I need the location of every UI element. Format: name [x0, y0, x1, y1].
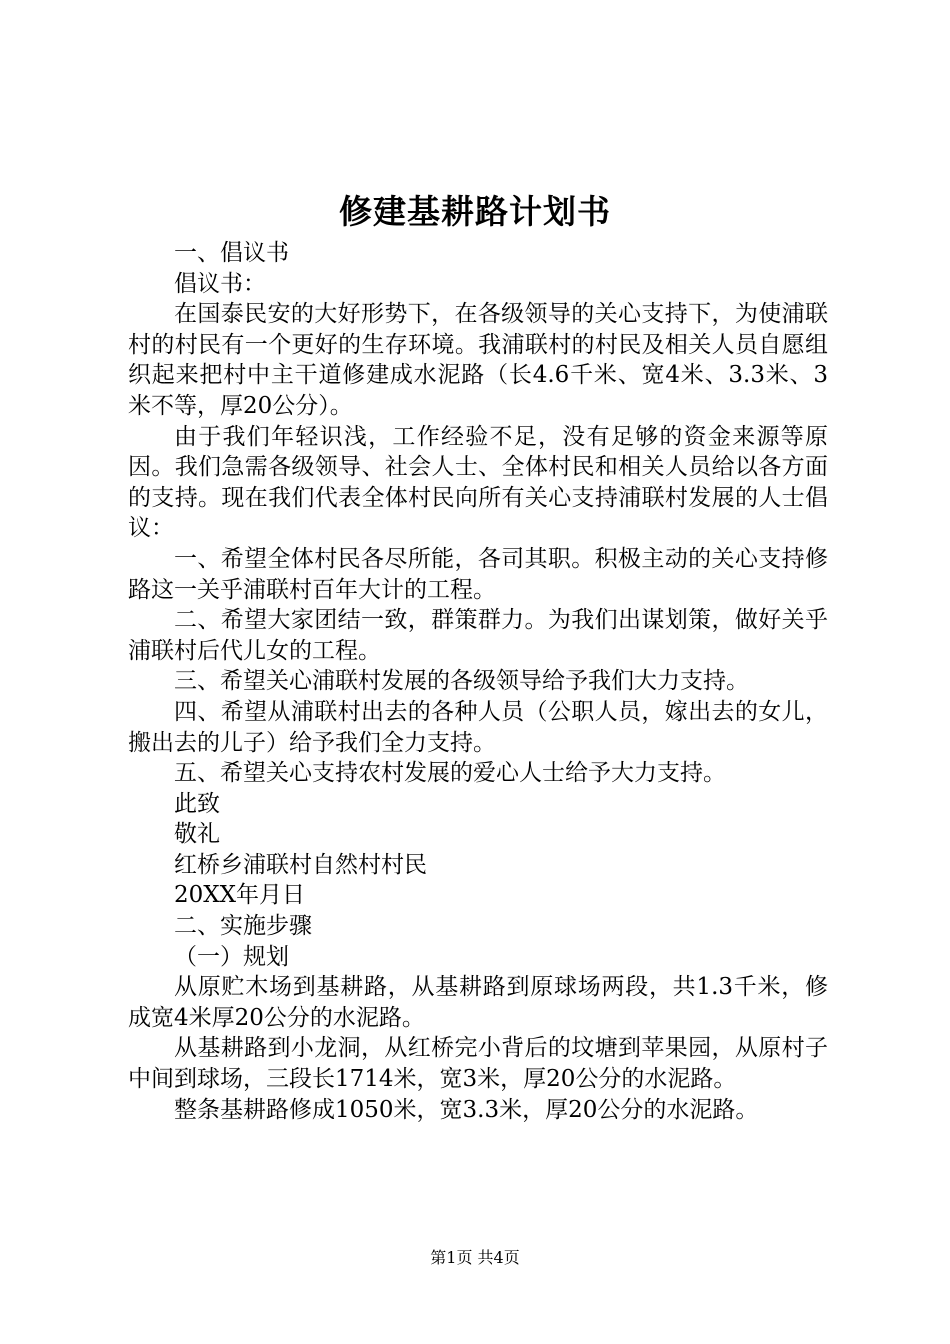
section-heading: 二、实施步骤: [174, 913, 312, 940]
proposal-heading: 倡议书：: [174, 270, 266, 297]
signature: 红桥乡浦联村自然村村民: [174, 851, 427, 878]
document-body: [128, 238, 828, 1125]
closing-line: 敬礼: [174, 821, 220, 848]
subsection-heading: （一）规划: [174, 943, 289, 970]
paragraph: 在国泰民安的大好形势下，在各级领导的关心支持下，为使浦联村的村民有一个更好的生存环境。我浦联村的村民及相关人员自愿组织起来把村中主干道修建成水泥路（长4.6千米、宽4米、3.3米、3米不等，厚20公分）。: [128, 301, 828, 419]
page-footer: 第1页 共4页: [430, 1248, 520, 1267]
proposal-item: 一、希望全体村民各尽所能，各司其职。积极主动的关心支持修路这一关乎浦联村百年大计的工程。: [128, 545, 828, 603]
proposal-item: 三、希望关心浦联村发展的各级领导给予我们大力支持。: [174, 668, 749, 695]
section-heading: 一、倡议书: [174, 240, 289, 266]
date: 20XX年月日: [174, 882, 306, 909]
proposal-item: 四、希望从浦联村出去的各种人员（公职人员，嫁出去的女儿，搬出去的儿子）给予我们全力支持。: [128, 698, 828, 756]
closing-line: 此致: [174, 790, 220, 817]
paragraph: 由于我们年轻识浅，工作经验不足，没有足够的资金来源等原因。我们急需各级领导、社会人士、全体村民和相关人员给以各方面的支持。现在我们代表全体村民向所有关心支持浦联村发展的人士倡议：: [128, 423, 828, 542]
paragraph: 整条基耕路修成1050米，宽3.3米，厚20公分的水泥路。: [174, 1096, 759, 1123]
proposal-item: 五、希望关心支持农村发展的爱心人士给予大力支持。: [174, 760, 726, 787]
paragraph: 从原贮木场到基耕路，从基耕路到原球场两段，共1.3千米，修成宽4米厚20公分的水泥路。: [128, 974, 828, 1031]
paragraph: 从基耕路到小龙洞，从红桥完小背后的坟塘到苹果园，从原村子中间到球场，三段长1714米，宽3米，厚20公分的水泥路。: [128, 1035, 828, 1093]
document-title: 修建基耕路计划书: [339, 192, 611, 231]
proposal-item: 二、希望大家团结一致，群策群力。为我们出谋划策，做好关乎浦联村后代儿女的工程。: [128, 607, 828, 664]
